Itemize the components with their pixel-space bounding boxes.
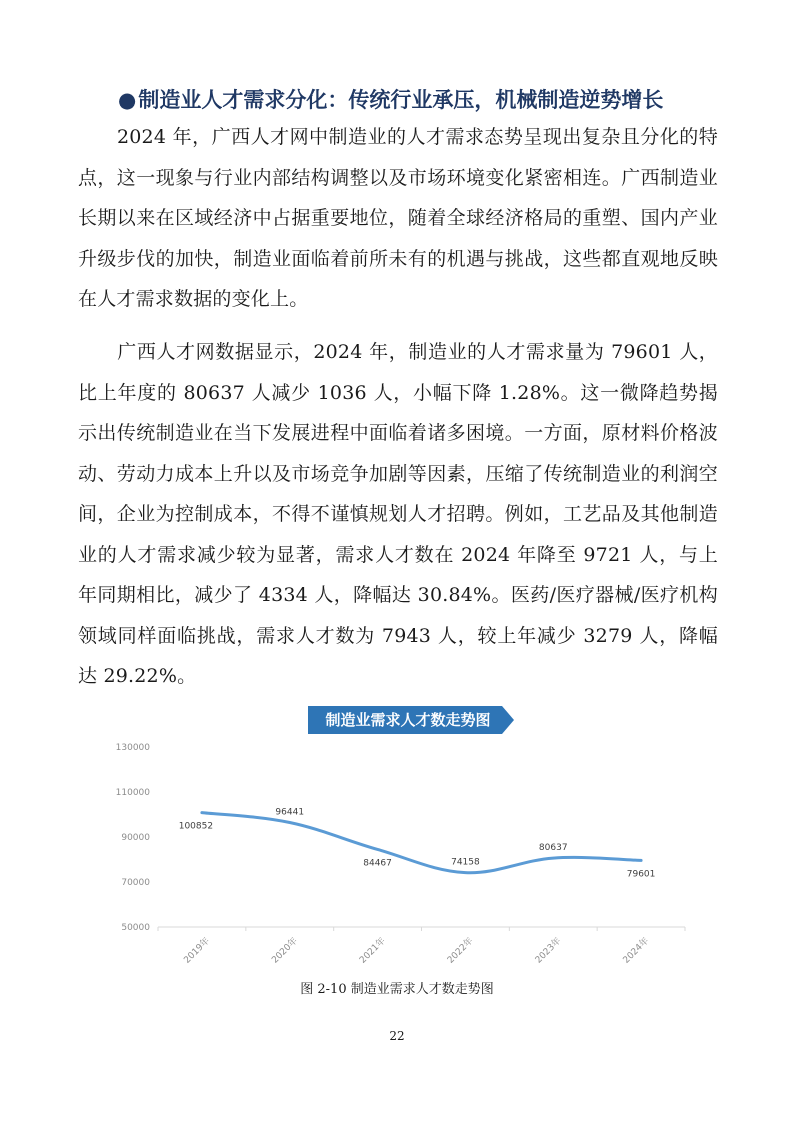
x-tick-label: 2024年 (621, 936, 652, 966)
chart-title-banner (308, 706, 516, 734)
line-chart (100, 735, 700, 970)
x-tick-label: 2019年 (182, 936, 213, 966)
bullet-icon: ● (118, 88, 137, 112)
paragraph-2 (78, 332, 718, 697)
data-label: 84467 (363, 858, 392, 869)
y-tick-label: 70000 (121, 878, 150, 888)
x-tick-label: 2022年 (445, 936, 476, 966)
data-label: 79601 (626, 869, 656, 880)
series-line (202, 813, 641, 873)
section-heading (118, 84, 663, 114)
data-label: 96441 (275, 807, 305, 818)
y-tick-label: 130000 (115, 743, 150, 753)
data-label: 100852 (178, 821, 214, 832)
paragraph-1 (78, 117, 718, 320)
y-tick-label: 90000 (121, 833, 150, 843)
x-tick-label: 2020年 (270, 936, 300, 966)
x-tick-label: 2023年 (533, 936, 564, 966)
data-label: 80637 (538, 843, 568, 854)
section-title: 制造业人才需求分化：传统行业承压，机械制造逆势增长 (138, 88, 664, 112)
y-tick-label: 50000 (121, 923, 150, 933)
figure-caption: 图 2-10 制造业需求人才数走势图 (300, 982, 494, 997)
page-number: 22 (389, 1029, 405, 1043)
y-tick-label: 110000 (115, 788, 150, 798)
paragraph-text: 2024 年，广西人才网中制造业的人才需求态势呈现出复杂且分化的特点，这一现象与行业内部结构调整以及市场环境变化紧密相连。广西制造业长期以来在区域经济中占据重要地位，随着全球经济格局的重塑、国内产业升级步伐的加快，制造业面临着前所未有的机遇与挑战，这些都直观地反映在人才需求数据的变化上。 (78, 126, 718, 310)
data-label: 74158 (451, 857, 480, 868)
chart-title: 制造业需求人才数走势图 (325, 711, 491, 729)
x-tick-label: 2021年 (358, 936, 388, 966)
paragraph-text: 广西人才网数据显示，2024 年，制造业的人才需求量为 79601 人，比上年度的 80637 人减少 1036 人，小幅下降 1.28%。这一微降趋势揭示出传统制造业在当下发展进程中面临着诸多困境。一方面，原材料价格波动、劳动力成本上升以及市场竞争加剧等因素，压缩了传统制造业的利润空间，企业为控制成本，不得不谨慎规划人才招聘。例如，工艺品及其他制造业的人才需求减少较为显著，需求人才数在 2024 年降至 9721 人，与上年同期相比，减少了 4334 人，降幅达 30.84%。医药/医疗器械/医疗机构领域同样面临挑战，需求人才数为 7943 人，较上年减少 3279 人，降幅达 29.22%。 (78, 341, 718, 687)
